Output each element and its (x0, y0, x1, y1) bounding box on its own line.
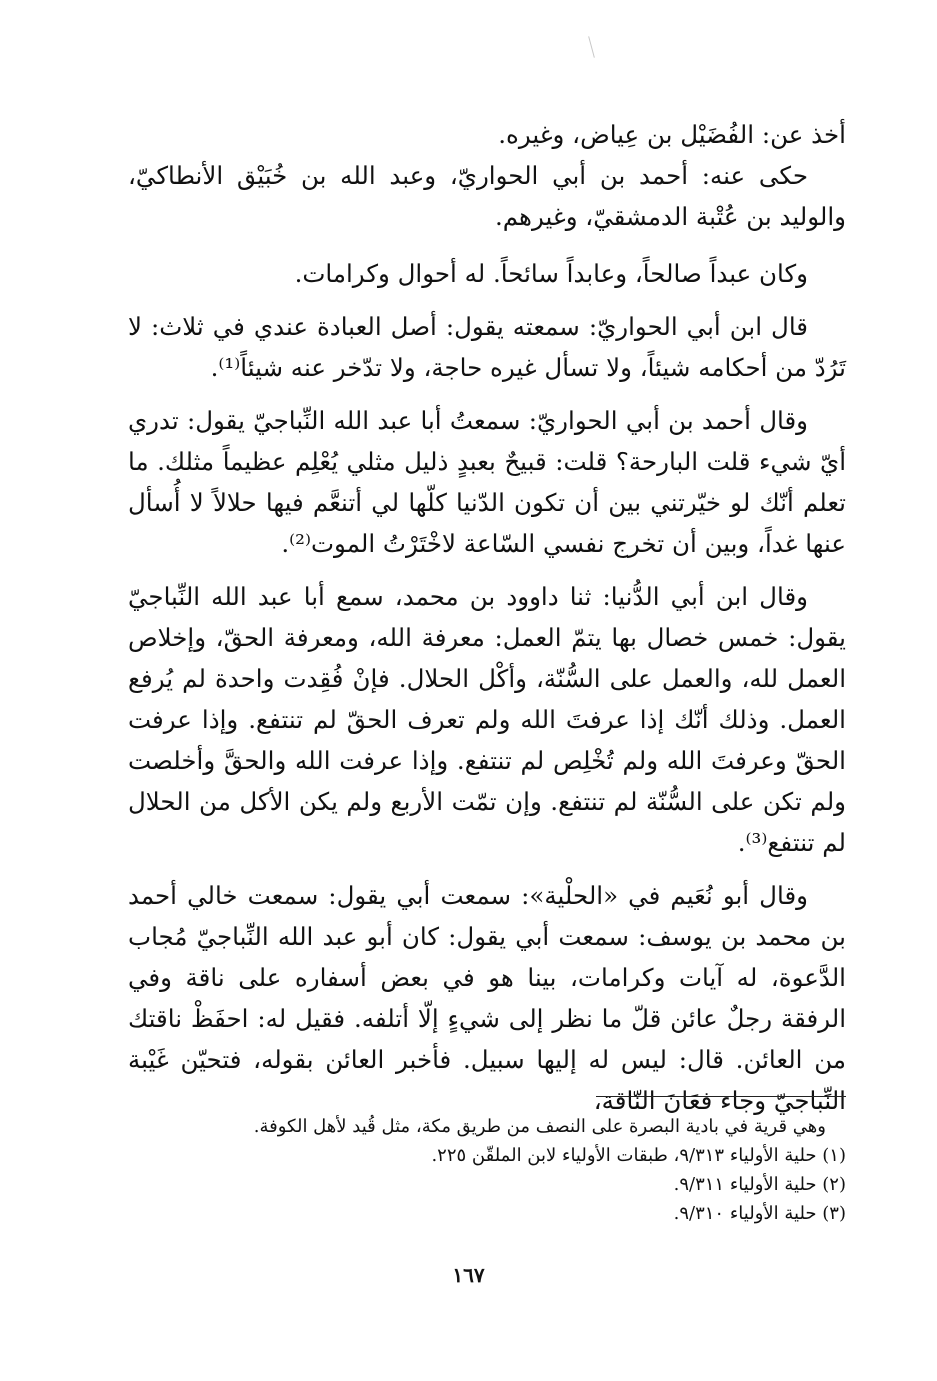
paragraph-description: وكان عبداً صالحاً، وعابداً سائحاً. له أحوال وكرامات. (294, 259, 808, 288)
footnote-1: (١) حلية الأولياء ٩/٣١٣، طبقات الأولياء لابن الملقّن ٢٢٥. (431, 1145, 846, 1166)
footnote-continuation: وهي قرية في بادية البصرة على النصف من طريق مكة، مثل قُيد لأهل الكوفة. (253, 1116, 826, 1137)
paragraph-gap (128, 863, 846, 875)
paragraph-worship-saying: قال ابن أبي الحواريّ: سمعته يقول: أصل العبادة عندي في ثلاث: لا تَرُدّ من أحكامه شيئاً، ولا تسأل غيره حاجة، ولا تدّخر عنه شيئاً⁽¹⁾. (128, 312, 846, 382)
page-number: ١٦٧ (452, 1263, 485, 1287)
paragraph-students: حكى عنه: أحمد بن أبي الحواريّ، وعبد الله بن خُبَيْق الأنطاكيّ، والوليد بن عُتْبة الدمشقيّ، وغيرهم. (128, 161, 846, 231)
main-text (128, 114, 846, 1121)
paragraph-gap (128, 294, 846, 306)
footnote-3: (٣) حلية الأولياء ٩/٣١٠. (673, 1203, 846, 1224)
paragraph-gap (128, 388, 846, 400)
paragraph-five-traits: وقال ابن أبي الدُّنيا: ثنا داوود بن محمد، سمع أبا عبد الله النِّباجيّ يقول: خمس خصال بها يتمّ العمل: معرفة الله، ومعرفة الحقّ، وإخلاص العمل لله، والعمل على السُّنّة، وأكْل الحلال. فإنْ فُقِدت واحدة لم يُرفع العمل. وذلك أنّك إذا عرفتَ الله ولم تعرف الحقّ لم تنتفع. وإذا عرفت الحقّ وعرفتَ الله ولم تُخْلِص لم تنتفع. وإذا عرفت الله والحقَّ وأخلصت ولم تكن على السُّنّة لم تنتفع. وإن تمّت الأربع ولم يكن الأكل من الحلال لم تنتفع⁽³⁾. (128, 582, 846, 857)
footnotes (200, 1112, 846, 1228)
paragraph-hilya-story: وقال أبو نُعَيم في «الحلْية»: سمعت أبي يقول: سمعت خالي أحمد بن محمد بن يوسف: سمعت أبي يقول: كان أبو عبد الله النِّباجيّ مُجاب الدَّعوة، له آيات وكرامات، بينا هو في بعض أسفاره على ناقة وفي الرفقة رجلٌ عائن قلّ ما نظر إلى شيءٍ إلّا أتلفه. فقيل له: احفَظْ ناقتك من العائن. قال: ليس له إليها سبيل. فأخبر العائن بقوله، فتحيّن غَيْبة النِّباجيّ وجاء فعَانَ النّاقة، (128, 881, 846, 1115)
paragraph-teachers: أخذ عن: الفُضَيْل بن عِياض، وغيره. (498, 120, 846, 149)
paragraph-gap (128, 564, 846, 576)
scan-mark (588, 36, 595, 58)
footnote-2: (٢) حلية الأولياء ٩/٣١١. (673, 1174, 846, 1195)
footnote-separator (596, 1096, 846, 1097)
paragraph-gap (128, 237, 846, 253)
paragraph-last-night-saying: وقال أحمد بن أبي الحواريّ: سمعتُ أبا عبد الله النِّباجيّ يقول: تدري أيّ شيء قلت البارحة؟ قلت: قبيحٌ بعبدٍ ذليل مثلي يُعْلِم عظيماً مثلك. ما تعلم أنّك لو خيّرتني بين أن تكون الدّنيا كلّها لي أتنعَّم فيها حلالاً لا أُسأل عنها غداً، وبين أن تخرج نفسي السّاعة لاخْتَرْتُ الموت⁽²⁾. (128, 406, 846, 558)
